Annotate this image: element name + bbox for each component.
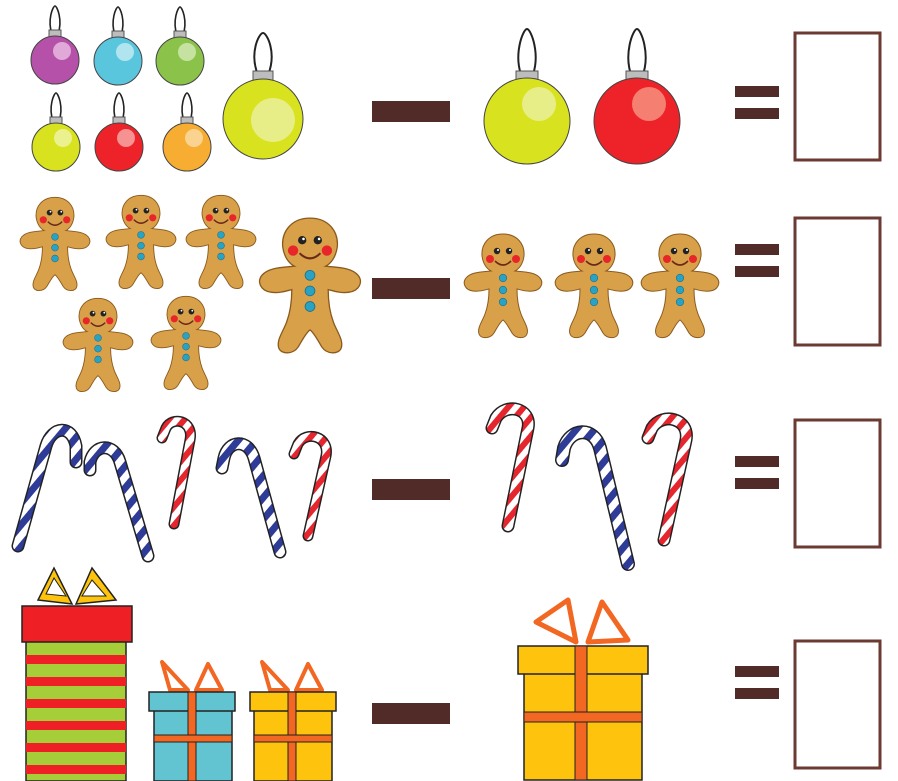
candy-cane-red bbox=[162, 421, 190, 524]
gift-yellow-small bbox=[250, 662, 336, 781]
ornament-yellow-small bbox=[32, 93, 80, 171]
row-4-answer-box[interactable] bbox=[795, 641, 880, 768]
gift-yellow-large bbox=[518, 600, 648, 780]
ornament-purple bbox=[31, 6, 79, 84]
row-2-left-gingerbread bbox=[20, 195, 360, 391]
row-1-left-ornaments bbox=[31, 6, 303, 171]
ornament-yellow-large bbox=[223, 33, 303, 159]
row-3-equals-sign bbox=[735, 456, 779, 489]
ornament-green bbox=[156, 7, 204, 85]
ornament-blue bbox=[94, 7, 142, 85]
candy-cane-blue bbox=[18, 430, 76, 546]
gingerbread-man bbox=[106, 195, 176, 288]
ornament-red-large bbox=[594, 29, 680, 164]
row-2-answer-box[interactable] bbox=[795, 218, 880, 345]
candy-cane-blue bbox=[222, 444, 280, 552]
gingerbread-man bbox=[555, 234, 633, 338]
gingerbread-man-large bbox=[260, 218, 361, 353]
gingerbread-man bbox=[186, 195, 256, 288]
row-3-minus-sign bbox=[372, 479, 450, 500]
row-2-subtract-gingerbread bbox=[464, 234, 719, 338]
gingerbread-man bbox=[464, 234, 542, 338]
row-1-equals-sign bbox=[735, 86, 779, 119]
gingerbread-man bbox=[63, 298, 133, 391]
ornament-orange bbox=[163, 93, 211, 171]
row-3-answer-box[interactable] bbox=[795, 420, 880, 547]
candy-cane-red bbox=[648, 419, 686, 540]
row-2-minus-sign bbox=[372, 278, 450, 299]
ornament-yellow-large bbox=[484, 29, 570, 164]
row-1-minus-sign bbox=[372, 101, 450, 122]
gift-teal bbox=[149, 662, 235, 781]
gingerbread-man bbox=[20, 197, 90, 290]
row-4-equals-sign bbox=[735, 666, 779, 699]
row-4-subtract-gift bbox=[518, 600, 648, 780]
row-3-left-candy-canes bbox=[18, 421, 326, 556]
candy-cane-blue bbox=[90, 448, 148, 556]
row-4-minus-sign bbox=[372, 703, 450, 724]
row-2-equals-sign bbox=[735, 244, 779, 277]
gingerbread-man bbox=[641, 234, 719, 338]
gift-tall-striped bbox=[22, 568, 132, 781]
row-4-left-gifts bbox=[22, 568, 336, 781]
row-1-answer-box[interactable] bbox=[795, 33, 880, 160]
candy-cane-blue bbox=[562, 432, 628, 564]
candy-cane-red bbox=[294, 436, 326, 536]
ornament-red-small bbox=[95, 93, 143, 171]
candy-cane-red bbox=[492, 409, 528, 526]
row-1-subtract-ornaments bbox=[484, 29, 680, 164]
row-3-subtract-candy-canes bbox=[492, 409, 686, 564]
gingerbread-man bbox=[151, 296, 221, 389]
